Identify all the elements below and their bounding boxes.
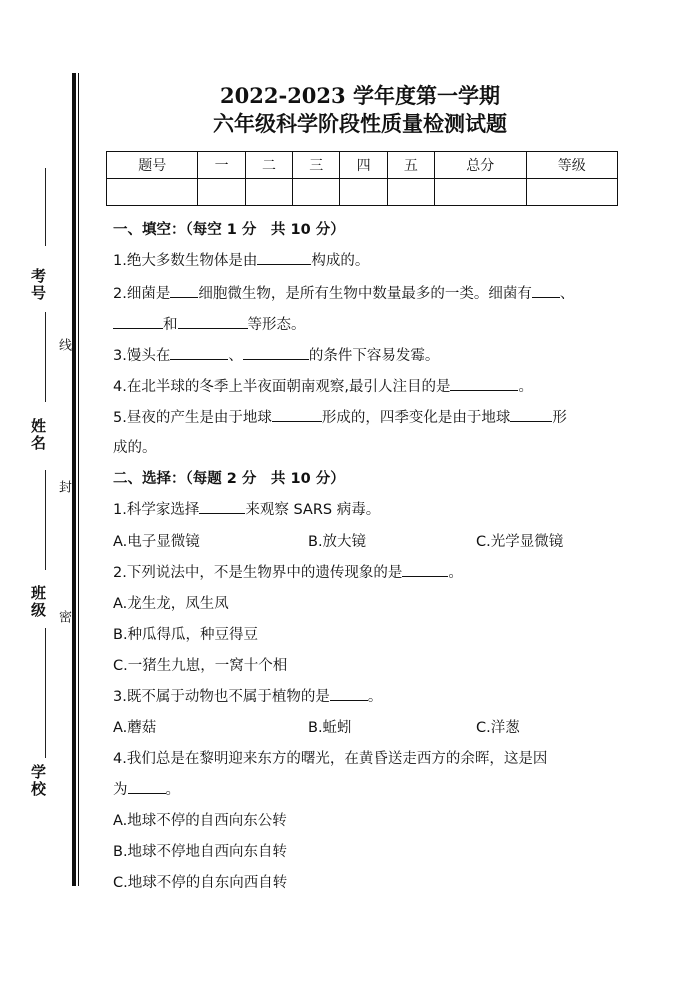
choice-question-3 <box>113 685 382 706</box>
seal-mi-char: 密 <box>56 610 71 623</box>
question-text: 1.科学家选择 <box>113 502 200 518</box>
question-text: 2.细菌是 <box>113 286 171 302</box>
answer-blank[interactable] <box>257 250 311 265</box>
answer-blank[interactable] <box>450 376 518 391</box>
question-text: 形 <box>552 410 567 426</box>
answer-blank[interactable] <box>272 407 322 422</box>
question-text: 。 <box>367 689 383 705</box>
question-text: 。 <box>448 565 463 581</box>
school-label: 学校 <box>29 764 47 798</box>
name-underline <box>45 312 46 402</box>
fill-question-4 <box>113 375 533 396</box>
choice-question-4: 4.我们总是在黎明迎来东方的曙光，在黄昏送走西方的余晖，这是因 <box>113 751 548 767</box>
score-entry-cell[interactable] <box>245 179 292 206</box>
answer-blank[interactable] <box>330 686 368 701</box>
question-text: 等形态。 <box>247 317 306 333</box>
question-text: 细胞微生物，是所有生物中数量最多的一类。细菌有 <box>198 286 532 302</box>
score-entry-cell[interactable] <box>435 179 526 206</box>
answer-blank[interactable] <box>532 283 560 298</box>
question-text: 形成的，四季变化是由于地球 <box>321 410 511 426</box>
answer-blank[interactable] <box>402 562 448 577</box>
score-table-header-row <box>107 152 618 179</box>
exam-no-label: 考号 <box>29 268 47 302</box>
answer-blank[interactable] <box>510 407 552 422</box>
choice-option[interactable]: A.蘑菇 <box>113 720 157 736</box>
question-text: 5.昼夜的产生是由于地球 <box>113 410 272 426</box>
answer-blank[interactable] <box>128 779 166 794</box>
section2-heading: 二、选择：（每题 2 分 共 10 分） <box>113 471 345 487</box>
score-header-cell: 等级 <box>526 152 618 179</box>
choice-option[interactable]: B.放大镜 <box>308 534 367 550</box>
question-text: 。 <box>518 379 533 395</box>
seal-line-char: 线 <box>56 338 71 351</box>
choice-option[interactable]: B.种瓜得瓜，种豆得豆 <box>113 627 259 643</box>
name-label: 姓名 <box>29 418 47 452</box>
question-text: 。 <box>165 782 180 798</box>
seal-feng-char: 封 <box>56 480 71 493</box>
question-text: 为 <box>113 782 128 798</box>
fill-question-2-cont <box>113 313 306 334</box>
score-header-cell: 题号 <box>107 152 198 179</box>
class-underline <box>45 470 46 570</box>
choice-question-1 <box>113 498 380 519</box>
question-text: 和 <box>163 317 178 333</box>
question-text: 、 <box>228 348 243 364</box>
choice-question-4-cont <box>113 778 180 799</box>
question-text: 2.下列说法中，不是生物界中的遗传现象的是 <box>113 565 403 581</box>
score-header-cell: 总分 <box>435 152 526 179</box>
question-text: 4.在北半球的冬季上半夜面朝南观察,最引人注目的是 <box>113 379 451 395</box>
choice-option[interactable]: C.地球不停的自东向西自转 <box>113 875 288 891</box>
score-entry-cell[interactable] <box>198 179 245 206</box>
fill-question-2 <box>113 282 574 303</box>
score-entry-cell[interactable] <box>340 179 387 206</box>
answer-blank[interactable] <box>170 345 228 360</box>
choice-question-2 <box>113 561 463 582</box>
fill-question-1 <box>113 249 369 270</box>
choice-option[interactable]: A.龙生龙，凤生凤 <box>113 596 229 612</box>
score-header-cell: 五 <box>387 152 434 179</box>
score-header-cell: 四 <box>340 152 387 179</box>
choice-option[interactable]: A.电子显微镜 <box>113 534 200 550</box>
exam-title-line2: 六年级科学阶段性质量检测试题 <box>213 111 507 136</box>
school-underline <box>45 628 46 758</box>
class-label: 班级 <box>29 585 47 619</box>
score-entry-cell[interactable] <box>107 179 198 206</box>
exam-title-line1: 2022-2023 学年度第一学期 <box>220 83 500 108</box>
question-text: 3.馒头在 <box>113 348 171 364</box>
score-entry-cell[interactable] <box>526 179 618 206</box>
score-header-cell: 一 <box>198 152 245 179</box>
fill-question-5-cont: 成的。 <box>113 440 157 456</box>
choice-option[interactable]: C.光学显微镜 <box>476 534 564 550</box>
exam-no-underline <box>45 168 46 246</box>
choice-option[interactable]: A.地球不停的自西向东公转 <box>113 813 287 829</box>
fill-question-5 <box>113 406 567 427</box>
score-header-cell: 二 <box>245 152 292 179</box>
answer-blank[interactable] <box>113 314 163 329</box>
section1-heading: 一、填空：（每空 1 分 共 10 分） <box>113 222 345 238</box>
choice-option[interactable]: C.洋葱 <box>476 720 520 736</box>
choice-option[interactable]: C.一猪生九崽，一窝十个相 <box>113 658 288 674</box>
score-entry-cell[interactable] <box>387 179 434 206</box>
question-text: 来观察 SARS 病毒。 <box>245 502 381 518</box>
question-text: 3.既不属于动物也不属于植物的是 <box>113 689 330 705</box>
choice-option[interactable]: B.地球不停地自西向东自转 <box>113 844 288 860</box>
question-text: 构成的。 <box>311 253 370 269</box>
score-table <box>106 151 618 206</box>
answer-blank[interactable] <box>170 283 198 298</box>
question-text: 的条件下容易发霉。 <box>308 348 440 364</box>
fill-question-3 <box>113 344 439 365</box>
score-table-entry-row <box>107 179 618 206</box>
score-header-cell: 三 <box>293 152 340 179</box>
answer-blank[interactable] <box>178 314 248 329</box>
choice-option[interactable]: B.蚯蚓 <box>308 720 352 736</box>
question-text: 1.绝大多数生物体是由 <box>113 253 258 269</box>
answer-blank[interactable] <box>199 499 245 514</box>
question-text: 、 <box>559 286 575 302</box>
score-entry-cell[interactable] <box>293 179 340 206</box>
answer-blank[interactable] <box>243 345 309 360</box>
binding-rule-thin <box>78 73 79 886</box>
